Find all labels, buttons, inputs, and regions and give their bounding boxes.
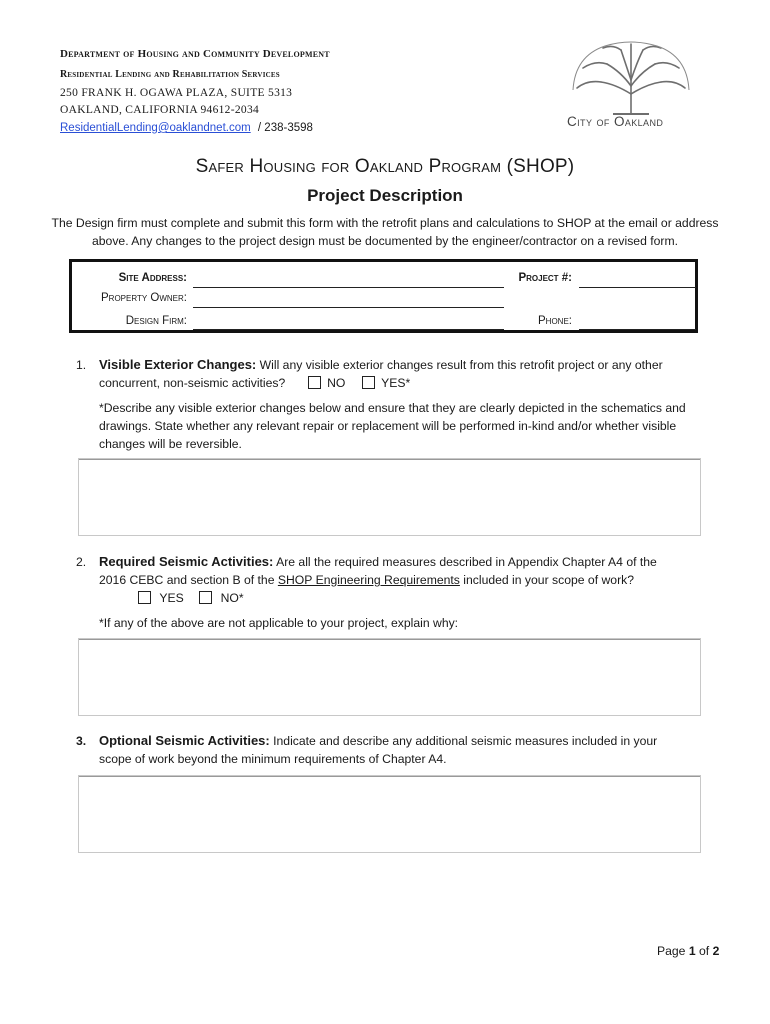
q3-text: [99, 732, 719, 750]
property-owner-label: Property Owner:: [101, 292, 187, 304]
q2-note: *If any of the above are not applicable to your project, explain why:: [99, 616, 459, 630]
q1-note: *Describe any visible exterior changes below and ensure that they are clearly depicted in the schematics and drawings. State whether any relevant repair or replacement will be performed in-kind and/or whether visible changes will be reversible.: [99, 401, 686, 451]
q3-heading: Optional Seismic Activities:: [99, 733, 270, 748]
page-label: Page: [657, 944, 686, 958]
q2-text-b2: included in your scope of work?: [459, 573, 634, 587]
q2-no-label: NO*: [220, 591, 244, 605]
department-name: Department of Housing and Community Development: [60, 48, 330, 60]
q2-text-b1: 2016 CEBC and section B of the: [99, 573, 278, 587]
division-name: Residential Lending and Rehabilitation Services: [60, 69, 280, 80]
address-line-2: OAKLAND, CALIFORNIA 94612-2034: [60, 104, 260, 116]
page-current: 1: [688, 944, 696, 958]
page-subtitle: Project Description: [307, 186, 463, 205]
contact-line: [60, 122, 313, 134]
q2-text: [99, 553, 719, 571]
q1-line-2: [99, 374, 719, 392]
q2-text-a: Are all the required measures described in Appendix Chapter A4 of the: [273, 555, 657, 569]
project-number-field[interactable]: [579, 287, 696, 288]
intro-text: The Design firm must complete and submit this form with the retrofit plans and calculations to SHOP at the email or address above. Any changes to the project design must be documented by the engineer/contractor on a revised form.: [51, 216, 719, 248]
city-logo: [565, 38, 697, 133]
address-line-1: 250 FRANK H. OGAWA PLAZA, SUITE 5313: [60, 87, 293, 99]
q1-yes-label: YES*: [381, 376, 411, 390]
q3-text-b: scope of work beyond the minimum requirements of Chapter A4.: [99, 752, 447, 766]
email-link[interactable]: ResidentialLending@oaklandnet.com: [60, 122, 251, 134]
q1-answer-box[interactable]: [78, 458, 701, 536]
q1-yes-checkbox[interactable]: [362, 376, 375, 389]
logo-text: City of Oakland: [567, 114, 664, 129]
q1-text: [99, 356, 719, 374]
page-of: of: [699, 944, 710, 958]
q2-yes-checkbox[interactable]: [138, 591, 151, 604]
q2-number: 2.: [76, 555, 87, 569]
site-address-field[interactable]: [193, 287, 504, 288]
page-total: 2: [712, 944, 720, 958]
q1-text-a: Will any visible exterior changes result from this retrofit project or any other: [256, 358, 663, 372]
q1-no-checkbox[interactable]: [308, 376, 321, 389]
design-firm-field[interactable]: [193, 329, 504, 330]
phone-label: Phone:: [538, 315, 572, 327]
q2-answer-box[interactable]: [78, 638, 701, 716]
shop-engineering-link[interactable]: SHOP Engineering Requirements: [277, 573, 460, 587]
q2-line-2: [99, 571, 719, 589]
page-title: Safer Housing for Oakland Program (SHOP): [195, 156, 575, 177]
q1-text-b: concurrent, non-seismic activities?: [99, 376, 286, 390]
q3-answer-box[interactable]: [78, 775, 701, 853]
property-owner-field[interactable]: [193, 307, 504, 308]
q2-heading: Required Seismic Activities:: [99, 554, 274, 569]
project-number-label: Project #:: [518, 272, 572, 284]
q1-heading: Visible Exterior Changes:: [99, 357, 257, 372]
phone-number: / 238-3598: [257, 122, 313, 134]
q1-no-label: NO: [327, 376, 346, 390]
q2-yes-label: YES: [159, 591, 184, 605]
q1-number: 1.: [76, 358, 87, 372]
q2-options: [138, 589, 244, 607]
site-address-label: Site Address:: [118, 272, 187, 284]
q2-no-checkbox[interactable]: [199, 591, 212, 604]
phone-field[interactable]: [579, 329, 696, 330]
oak-tree-icon: [565, 38, 697, 116]
q3-number: 3.: [76, 734, 87, 748]
design-firm-label: Design Firm:: [125, 315, 187, 327]
q3-text-a: Indicate and describe any additional seismic measures included in your: [269, 734, 658, 748]
page-number: [657, 944, 719, 958]
